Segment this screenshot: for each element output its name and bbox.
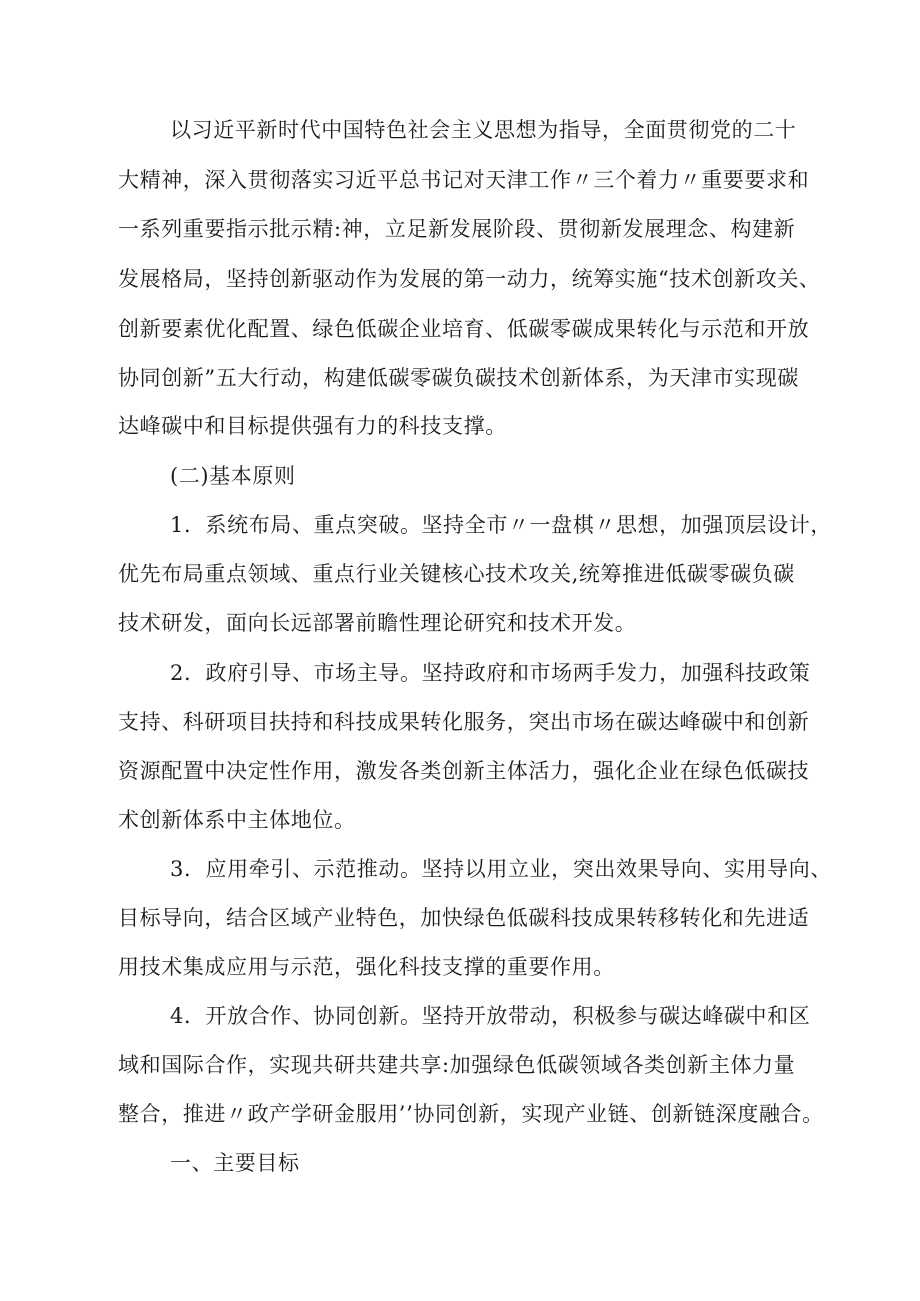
text-line: 创新要素优化配置、绿色低碳企业培育、低碳零碳成果转化与示范和开放	[118, 317, 810, 341]
text-line: 4．开放合作、协同创新。坚持开放带动，积极参与碳达峰碳中和区	[170, 1004, 811, 1028]
text-line: 资源配置中决定性作用，激发各类创新主体活力，强化企业在绿色低碳技	[118, 759, 810, 783]
text-line: 技术研发，面向长远部署前瞻性理论研究和技术开发。	[118, 611, 637, 635]
text-line: 用技术集成应用与示范，强化科技支撑的重要作用。	[118, 955, 615, 979]
text-line: 大精神，深入贯彻落实习近平总书记对天津工作〃三个着力〃重要要求和	[118, 168, 810, 192]
text-line: 3．应用牵引、示范推动。坚持以用立业，突出效果导向、实用导向、	[170, 857, 832, 881]
text-line: 整合，推进〃政产学研金服用’’协同创新，实现产业链、创新链深度融合。	[118, 1102, 824, 1126]
text-line: 优先布局重点领域、重点行业关键核心技术攻关,统筹推进低碳零碳负碳	[118, 562, 795, 586]
text-line: 支持、科研项目扶持和科技成果转化服务，突出市场在碳达峰碳中和创新	[118, 710, 810, 734]
text-line: 达峰碳中和目标提供强有力的科技支撑。	[118, 414, 507, 438]
text-line: 一系列重要指示批示精:神，立足新发展阶段、贯彻新发展理念、构建新	[118, 217, 796, 241]
section-heading-goals: 一、主要目标	[170, 1151, 300, 1175]
text-line: 术创新体系中主体地位。	[118, 808, 356, 832]
text-line: 发展格局，坚持创新驱动作为发展的第一动力，统筹实施“技术创新攻关、	[118, 267, 821, 291]
section-heading-principles: (二)基本原则	[170, 464, 296, 488]
text-line: 协同创新”五大行动，构建低碳零碳负碳技术创新体系，为天津市实现碳	[118, 366, 799, 390]
text-line: 目标导向，结合区域产业特色，加快绿色低碳科技成果转移转化和先进适	[118, 906, 810, 930]
text-line: 以习近平新时代中国特色社会主义思想为指导，全面贯彻党的二十	[170, 118, 797, 142]
text-line: 2．政府引导、市场主导。坚持政府和市场两手发力，加强科技政策	[170, 661, 811, 685]
text-line: 1．系统布局、重点突破。坚持全市〃一盘棋〃思想，加强顶层设计，	[170, 513, 832, 537]
text-line: 域和国际合作，实现共研共建共享:加强绿色低碳领域各类创新主体力量	[118, 1053, 796, 1077]
